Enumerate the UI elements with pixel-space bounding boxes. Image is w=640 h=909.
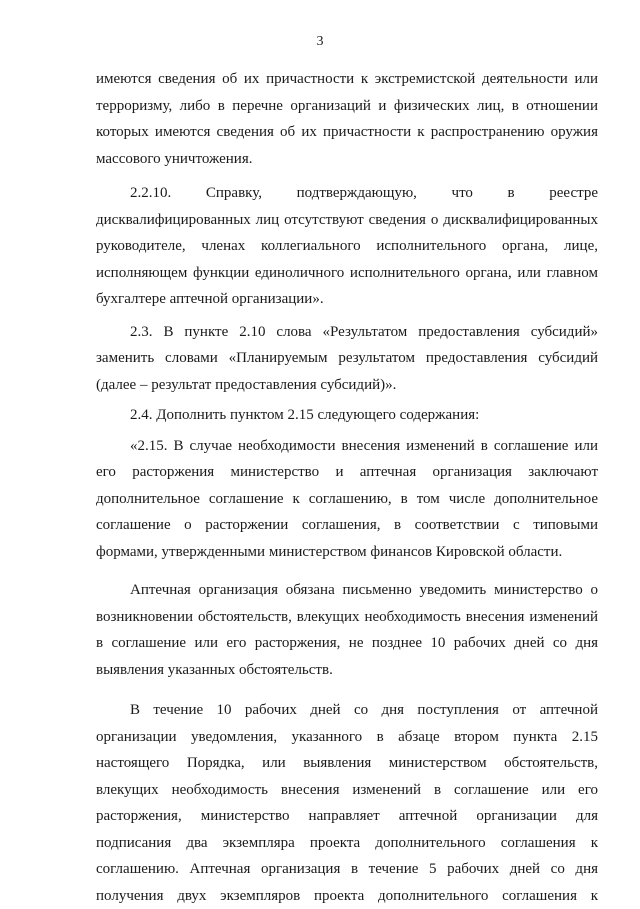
text-line: дополнительное соглашение к соглашению, в том числе дополнительное bbox=[96, 486, 598, 513]
text-line: (далее – результат предоставления субсидий)». bbox=[96, 372, 598, 399]
text-line: 2.2.10. Справку, подтверждающую, что в реестре bbox=[96, 180, 598, 207]
paragraph bbox=[96, 319, 598, 399]
page-number: 3 bbox=[0, 34, 640, 50]
text-line: руководителе, членах коллегиального исполнительного органа, лице, bbox=[96, 233, 598, 260]
text-line: которых имеются сведения об их причастности к распространению оружия bbox=[96, 119, 598, 146]
text-line: его расторжения министерство и аптечная организация заключают bbox=[96, 459, 598, 486]
document-body bbox=[96, 66, 598, 909]
paragraph-gap bbox=[96, 172, 598, 180]
text-line: настоящего Порядка, или выявления министерством обстоятельств, bbox=[96, 750, 598, 777]
text-line: подписания два экземпляра проекта дополнительного соглашения к bbox=[96, 830, 598, 857]
text-line: формами, утвержденными министерством финансов Кировской области. bbox=[96, 539, 598, 566]
text-line: заменить словами «Планируемым результатом предоставления субсидий bbox=[96, 345, 598, 372]
text-line: организации уведомления, указанного в абзаце втором пункта 2.15 bbox=[96, 724, 598, 751]
paragraph bbox=[96, 577, 598, 683]
paragraph-gap bbox=[96, 565, 598, 577]
text-line: 2.3. В пункте 2.10 слова «Результатом предоставления субсидий» bbox=[96, 319, 598, 346]
text-line: дисквалифицированных лиц отсутствуют сведения о дисквалифицированных bbox=[96, 207, 598, 234]
text-line: В течение 10 рабочих дней со дня поступления от аптечной bbox=[96, 697, 598, 724]
paragraph bbox=[96, 697, 598, 909]
text-line: бухгалтере аптечной организации». bbox=[96, 286, 598, 313]
text-line: соглашение о расторжении соглашения, в соответствии с типовыми bbox=[96, 512, 598, 539]
text-line: выявления указанных обстоятельств. bbox=[96, 657, 598, 684]
paragraph bbox=[96, 180, 598, 313]
text-line: возникновении обстоятельств, влекущих необходимость внесения изменений bbox=[96, 604, 598, 631]
text-line: расторжения, министерство направляет аптечной организации для bbox=[96, 803, 598, 830]
text-line: массового уничтожения. bbox=[96, 146, 598, 173]
paragraph-gap bbox=[96, 683, 598, 697]
paragraph bbox=[96, 66, 598, 172]
text-line: соглашению. Аптечная организация в течение 5 рабочих дней со дня bbox=[96, 856, 598, 883]
text-line: Аптечная организация обязана письменно уведомить министерство о bbox=[96, 577, 598, 604]
text-line: имеются сведения об их причастности к экстремистской деятельности или bbox=[96, 66, 598, 93]
text-line: терроризму, либо в перечне организаций и физических лиц, в отношении bbox=[96, 93, 598, 120]
paragraph bbox=[96, 433, 598, 566]
text-line: 2.4. Дополнить пунктом 2.15 следующего содержания: bbox=[96, 402, 598, 429]
text-line: получения двух экземпляров проекта дополнительного соглашения к bbox=[96, 883, 598, 909]
text-line: «2.15. В случае необходимости внесения изменений в соглашение или bbox=[96, 433, 598, 460]
text-line: влекущих необходимость внесения изменений в соглашение или его bbox=[96, 777, 598, 804]
paragraph bbox=[96, 402, 598, 429]
text-line: в соглашение или его расторжения, не позднее 10 рабочих дней со дня bbox=[96, 630, 598, 657]
text-line: исполняющем функции единоличного исполнительного органа, или главном bbox=[96, 260, 598, 287]
